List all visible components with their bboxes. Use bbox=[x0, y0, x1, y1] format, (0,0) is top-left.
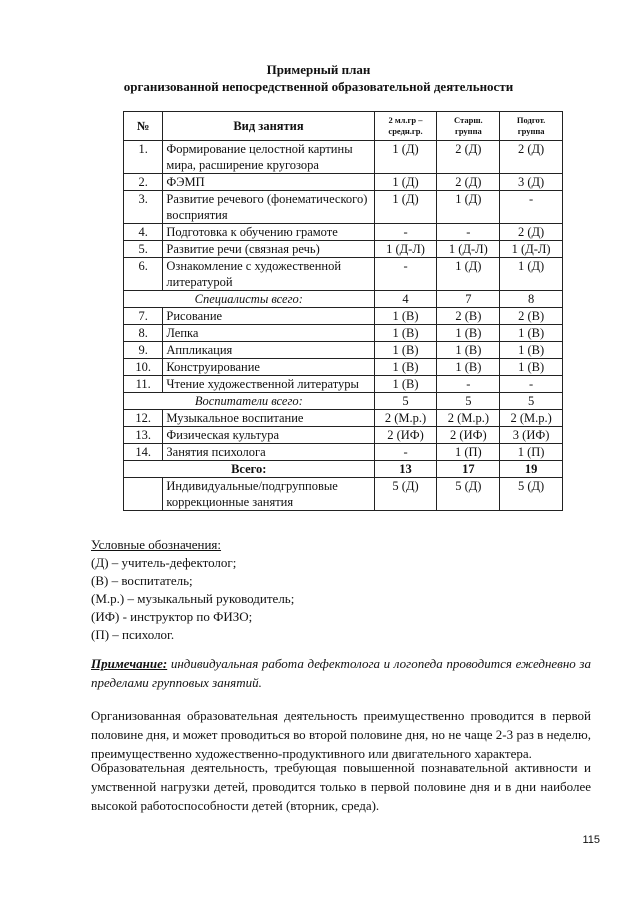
senior-value: 7 bbox=[437, 291, 500, 308]
header-activity-type: Вид занятия bbox=[163, 112, 374, 141]
activity-name: Конструирование bbox=[163, 359, 374, 376]
preparatory-value: 3 (Д) bbox=[500, 174, 563, 191]
document-subtitle: организованной непосредственной образовательной деятельности bbox=[123, 79, 514, 94]
activity-name: Чтение художественной литературы bbox=[163, 376, 374, 393]
senior-value: 2 (В) bbox=[437, 308, 500, 325]
document-title: Примерный план bbox=[266, 62, 371, 77]
senior-value: 2 (Д) bbox=[437, 141, 500, 174]
senior-value: 1 (Д-Л) bbox=[437, 241, 500, 258]
junior-middle-value: - bbox=[374, 224, 437, 241]
preparatory-value: 1 (Д) bbox=[500, 258, 563, 291]
table-row bbox=[124, 427, 563, 444]
total-row bbox=[124, 461, 563, 478]
senior-value: 5 bbox=[437, 393, 500, 410]
table-row bbox=[124, 376, 563, 393]
senior-value: 2 (ИФ) bbox=[437, 427, 500, 444]
senior-value: 1 (В) bbox=[437, 325, 500, 342]
row-number: 1. bbox=[124, 141, 163, 174]
preparatory-value: 1 (В) bbox=[500, 342, 563, 359]
preparatory-value: 5 bbox=[500, 393, 563, 410]
activity-name: Музыкальное воспитание bbox=[163, 410, 374, 427]
note-label: Примечание: bbox=[91, 656, 168, 671]
activity-name: Подготовка к обучению грамоте bbox=[163, 224, 374, 241]
preparatory-value: 2 (В) bbox=[500, 308, 563, 325]
senior-value: 1 (Д) bbox=[437, 258, 500, 291]
table-row bbox=[124, 478, 563, 511]
row-number: 7. bbox=[124, 308, 163, 325]
total-label: Всего: bbox=[124, 461, 375, 478]
senior-value: 5 (Д) bbox=[437, 478, 500, 511]
paragraph: Образовательная деятельность, требующая повышенной познавательной активности и умственной нагрузки детей, проводится только в первой половине дня и в дни наиболее высокой работоспособности детей (вторник, среда). bbox=[91, 760, 591, 813]
preparatory-value: 2 (Д) bbox=[500, 224, 563, 241]
activity-name: Развитие речи (связная речь) bbox=[163, 241, 374, 258]
preparatory-value: 8 bbox=[500, 291, 563, 308]
row-number: 5. bbox=[124, 241, 163, 258]
note bbox=[91, 654, 591, 692]
activity-name: Занятия психолога bbox=[163, 444, 374, 461]
row-number: 10. bbox=[124, 359, 163, 376]
junior-middle-value: 1 (В) bbox=[374, 325, 437, 342]
preparatory-value: 2 (М.р.) bbox=[500, 410, 563, 427]
preparatory-value: 1 (П) bbox=[500, 444, 563, 461]
activity-name: Развитие речевого (фонематического) восприятия bbox=[163, 191, 374, 224]
junior-middle-value: 1 (В) bbox=[374, 359, 437, 376]
senior-value: 2 (М.р.) bbox=[437, 410, 500, 427]
preparatory-value: 2 (Д) bbox=[500, 141, 563, 174]
legend-item: (ИФ) - инструктор по ФИЗО; bbox=[91, 609, 253, 624]
junior-middle-value: 2 (М.р.) bbox=[374, 410, 437, 427]
preparatory-value: 1 (В) bbox=[500, 325, 563, 342]
activity-name: Аппликация bbox=[163, 342, 374, 359]
activity-name: Рисование bbox=[163, 308, 374, 325]
activity-plan-table bbox=[123, 111, 563, 511]
subtotal-row bbox=[124, 393, 563, 410]
legend bbox=[91, 536, 294, 644]
senior-value: - bbox=[437, 376, 500, 393]
junior-middle-value: - bbox=[374, 258, 437, 291]
activity-name: Ознакомление с художественной литературой bbox=[163, 258, 374, 291]
preparatory-value: 19 bbox=[500, 461, 563, 478]
header-senior-group: Старш. группа bbox=[437, 112, 500, 141]
junior-middle-value: 13 bbox=[374, 461, 437, 478]
row-number: 13. bbox=[124, 427, 163, 444]
table-row bbox=[124, 342, 563, 359]
row-number: 14. bbox=[124, 444, 163, 461]
subtotal-row bbox=[124, 291, 563, 308]
junior-middle-value: 1 (В) bbox=[374, 308, 437, 325]
junior-middle-value: 1 (Д) bbox=[374, 174, 437, 191]
row-number: 4. bbox=[124, 224, 163, 241]
table-row bbox=[124, 241, 563, 258]
subtotal-label: Воспитатели всего: bbox=[124, 393, 375, 410]
activity-name: Физическая культура bbox=[163, 427, 374, 444]
junior-middle-value: 1 (Д) bbox=[374, 191, 437, 224]
junior-middle-value: 1 (Д-Л) bbox=[374, 241, 437, 258]
table-row bbox=[124, 141, 563, 174]
table-row bbox=[124, 444, 563, 461]
subtotal-label: Специалисты всего: bbox=[124, 291, 375, 308]
preparatory-value: 1 (В) bbox=[500, 359, 563, 376]
table-row bbox=[124, 308, 563, 325]
legend-item: (М.р.) – музыкальный руководитель; bbox=[91, 591, 295, 606]
table-header-row bbox=[124, 112, 563, 141]
junior-middle-value: 4 bbox=[374, 291, 437, 308]
table-row bbox=[124, 191, 563, 224]
activity-name: Индивидуальные/подгрупповые коррекционные занятия bbox=[163, 478, 374, 511]
junior-middle-value: 1 (В) bbox=[374, 376, 437, 393]
senior-value: 1 (В) bbox=[437, 359, 500, 376]
senior-value: 1 (П) bbox=[437, 444, 500, 461]
legend-item: (Д) – учитель-дефектолог; bbox=[91, 555, 237, 570]
table-body bbox=[124, 141, 563, 511]
senior-value: - bbox=[437, 224, 500, 241]
activity-name: ФЭМП bbox=[163, 174, 374, 191]
legend-item: (П) – психолог. bbox=[91, 627, 175, 642]
row-number: 3. bbox=[124, 191, 163, 224]
preparatory-value: 3 (ИФ) bbox=[500, 427, 563, 444]
note-text: индивидуальная работа дефектолога и логопеда проводится ежедневно за пределами групповых занятий. bbox=[91, 656, 591, 690]
table-row bbox=[124, 410, 563, 427]
table-row bbox=[124, 325, 563, 342]
row-number bbox=[124, 478, 163, 511]
page-number: 115 bbox=[582, 834, 600, 846]
junior-middle-value: 1 (Д) bbox=[374, 141, 437, 174]
preparatory-value: 1 (Д-Л) bbox=[500, 241, 563, 258]
junior-middle-value: - bbox=[374, 444, 437, 461]
legend-item: (В) – воспитатель; bbox=[91, 573, 193, 588]
junior-middle-value: 5 (Д) bbox=[374, 478, 437, 511]
header-number: № bbox=[124, 112, 163, 141]
table-row bbox=[124, 359, 563, 376]
legend-title: Условные обозначения: bbox=[91, 537, 222, 552]
header-preparatory-group: Подгот. группа bbox=[500, 112, 563, 141]
senior-value: 1 (Д) bbox=[437, 191, 500, 224]
table-row bbox=[124, 174, 563, 191]
junior-middle-value: 5 bbox=[374, 393, 437, 410]
row-number: 12. bbox=[124, 410, 163, 427]
preparatory-value: - bbox=[500, 191, 563, 224]
paragraph: Организованная образовательная деятельность преимущественно проводится в первой половине дня, и может проводиться во второй половине дня, но не чаще 2-3 раз в неделю, преимущественно художественно-продуктивного или двигательного характера. bbox=[91, 708, 591, 761]
preparatory-value: - bbox=[500, 376, 563, 393]
row-number: 2. bbox=[124, 174, 163, 191]
activity-name: Формирование целостной картины мира, расширение кругозора bbox=[163, 141, 374, 174]
header-junior-middle-group: 2 мл.гр – средн.гр. bbox=[374, 112, 437, 141]
senior-value: 17 bbox=[437, 461, 500, 478]
preparatory-value: 5 (Д) bbox=[500, 478, 563, 511]
table-row bbox=[124, 258, 563, 291]
senior-value: 2 (Д) bbox=[437, 174, 500, 191]
row-number: 6. bbox=[124, 258, 163, 291]
activity-name: Лепка bbox=[163, 325, 374, 342]
row-number: 8. bbox=[124, 325, 163, 342]
row-number: 9. bbox=[124, 342, 163, 359]
table-row bbox=[124, 224, 563, 241]
junior-middle-value: 2 (ИФ) bbox=[374, 427, 437, 444]
row-number: 11. bbox=[124, 376, 163, 393]
senior-value: 1 (В) bbox=[437, 342, 500, 359]
junior-middle-value: 1 (В) bbox=[374, 342, 437, 359]
